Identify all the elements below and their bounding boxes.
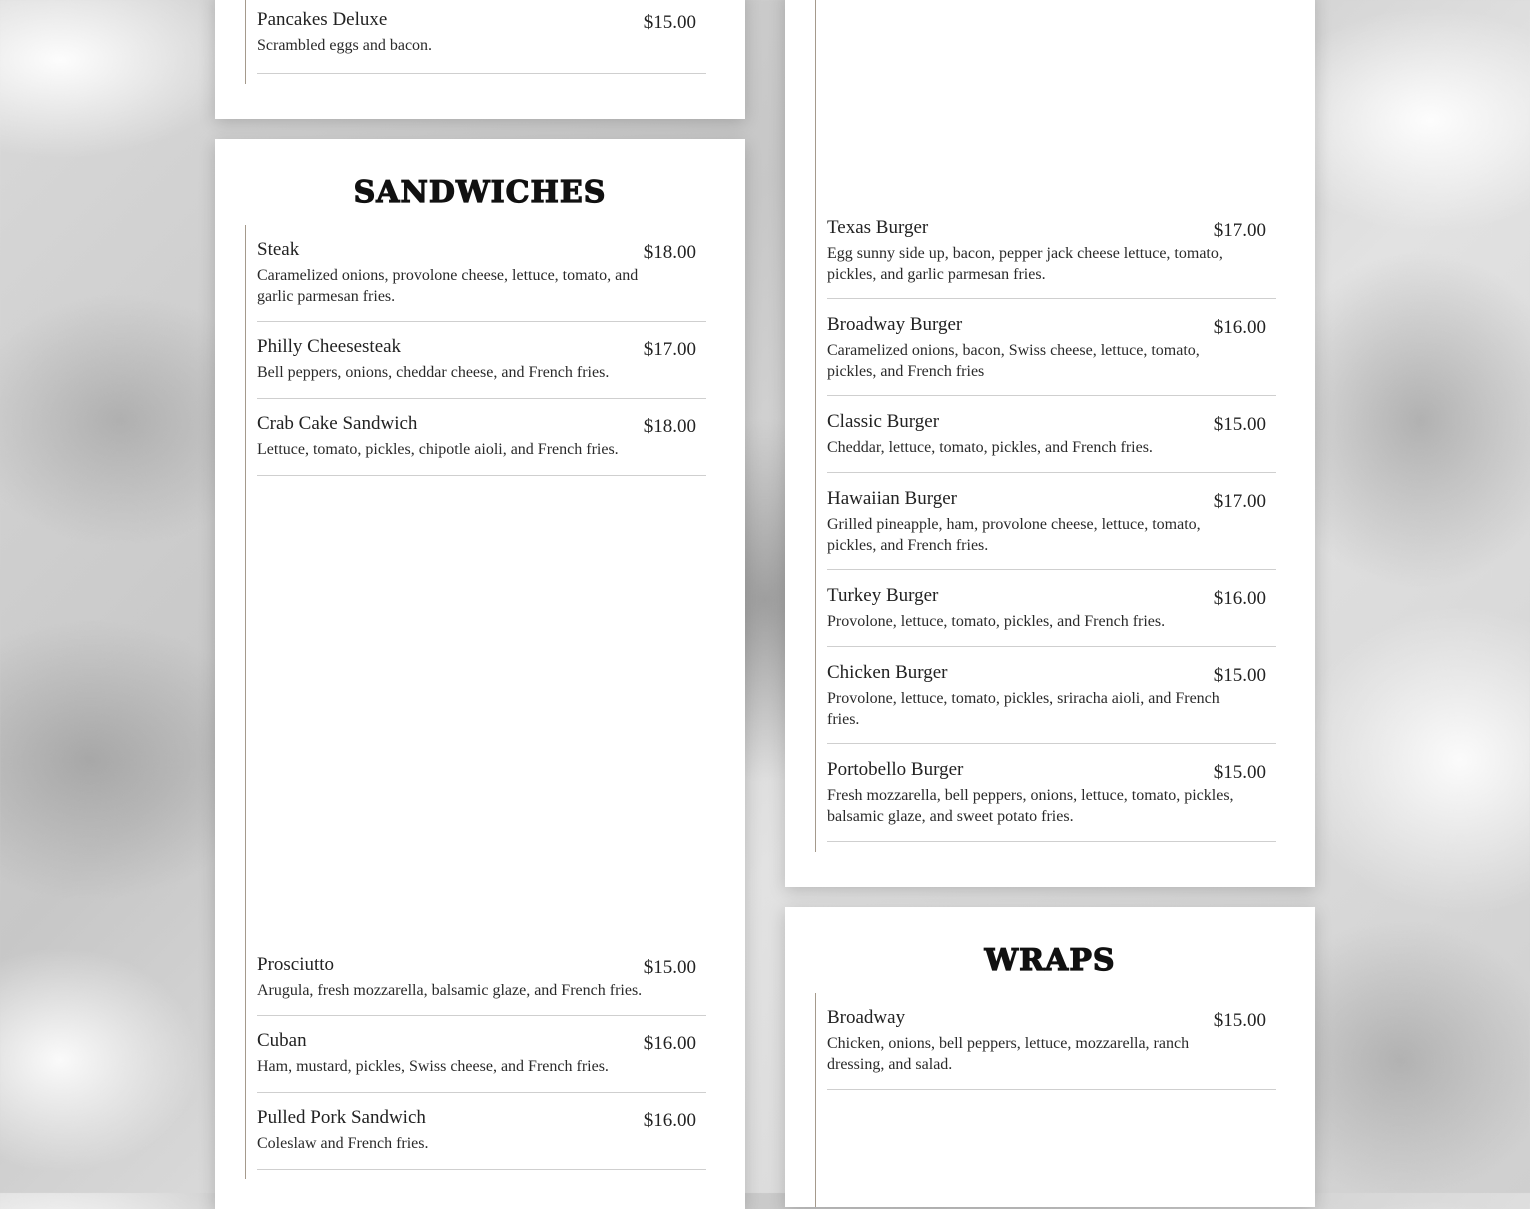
item-name: Chicken Burger	[827, 662, 948, 683]
item-description: Caramelized onions, bacon, Swiss cheese, lettuce, tomato, pickles, and French fries	[827, 342, 1200, 380]
item-price: $18.00	[643, 416, 696, 437]
item-description: Ham, mustard, pickles, Swiss cheese, and French fries.	[257, 1058, 609, 1075]
item-name: Prosciutto	[257, 954, 335, 975]
item-price: $17.00	[643, 339, 696, 360]
section-title: WRAPS	[984, 943, 1116, 978]
menu-item	[257, 413, 706, 476]
item-price: $15.00	[1213, 414, 1266, 435]
item-price: $16.00	[643, 1033, 696, 1054]
menu-list	[245, 225, 735, 1179]
item-price: $15.00	[1213, 1010, 1266, 1031]
menu-item	[827, 411, 1276, 473]
item-name: Portobello Burger	[827, 759, 964, 780]
item-price: $16.00	[1213, 588, 1266, 609]
burgers-panel	[785, 0, 1315, 887]
item-description: Fresh mozzarella, bell peppers, onions, lettuce, tomato, pickles, balsamic glaze, and sweet potato fries.	[827, 787, 1234, 825]
menu-item	[827, 314, 1276, 396]
breakfast-panel	[215, 0, 745, 119]
wraps-panel	[785, 907, 1315, 1207]
item-description: Provolone, lettuce, tomato, pickles, sriracha aioli, and French fries.	[827, 690, 1220, 728]
item-description: Coleslaw and French fries.	[257, 1135, 429, 1152]
menu-list	[815, 0, 1305, 852]
menu-item	[827, 759, 1276, 842]
menu-item	[827, 662, 1276, 744]
menu-item	[257, 954, 706, 1016]
item-name: Pancakes Deluxe	[257, 9, 388, 30]
item-name: Broadway	[827, 1007, 906, 1028]
item-name: Philly Cheesesteak	[257, 336, 402, 357]
item-name: Cuban	[257, 1030, 307, 1051]
menu-item	[827, 217, 1276, 299]
item-description: Scrambled eggs and bacon.	[257, 37, 433, 54]
item-description: Bell peppers, onions, cheddar cheese, and French fries.	[257, 364, 610, 381]
item-price: $15.00	[643, 957, 696, 978]
item-name: Classic Burger	[827, 411, 940, 432]
item-price: $15.00	[1213, 762, 1266, 783]
item-description: Provolone, lettuce, tomato, pickles, and French fries.	[827, 613, 1166, 630]
item-name: Texas Burger	[827, 217, 929, 238]
item-name: Hawaiian Burger	[827, 488, 957, 509]
item-name: Broadway Burger	[827, 314, 963, 335]
item-price: $17.00	[1213, 491, 1266, 512]
sandwiches-panel	[215, 139, 745, 1209]
item-description: Egg sunny side up, bacon, pepper jack cheese lettuce, tomato, pickles, and garlic parmesan fries.	[827, 245, 1223, 283]
item-price: $15.00	[643, 12, 696, 33]
menu-item	[827, 585, 1276, 647]
menu-list	[815, 993, 1305, 1207]
menu-item	[257, 1030, 706, 1093]
menu-item	[257, 9, 706, 74]
item-price: $18.00	[643, 242, 696, 263]
menu-item	[257, 1107, 706, 1170]
item-name: Steak	[257, 239, 300, 260]
menu-item	[257, 336, 706, 399]
item-description: Arugula, fresh mozzarella, balsamic glaze, and French fries.	[257, 982, 643, 999]
item-description: Cheddar, lettuce, tomato, pickles, and French fries.	[827, 439, 1153, 456]
menu-item	[827, 1007, 1276, 1090]
item-name: Pulled Pork Sandwich	[257, 1107, 426, 1128]
item-description: Grilled pineapple, ham, provolone cheese, lettuce, tomato, pickles, and French fries.	[827, 516, 1201, 554]
item-price: $17.00	[1213, 220, 1266, 241]
item-price: $16.00	[1213, 317, 1266, 338]
item-description: Caramelized onions, provolone cheese, lettuce, tomato, and garlic parmesan fries.	[257, 267, 639, 305]
item-price: $16.00	[643, 1110, 696, 1131]
item-description: Lettuce, tomato, pickles, chipotle aioli, and French fries.	[257, 441, 619, 458]
section-title: SANDWICHES	[353, 175, 607, 210]
item-name: Turkey Burger	[827, 585, 939, 606]
item-price: $15.00	[1213, 665, 1266, 686]
menu-item	[257, 239, 706, 322]
item-description: Chicken, onions, bell peppers, lettuce, mozzarella, ranch dressing, and salad.	[827, 1035, 1190, 1073]
item-name: Crab Cake Sandwich	[257, 413, 418, 434]
menu-list	[245, 0, 735, 84]
menu-item	[827, 488, 1276, 570]
